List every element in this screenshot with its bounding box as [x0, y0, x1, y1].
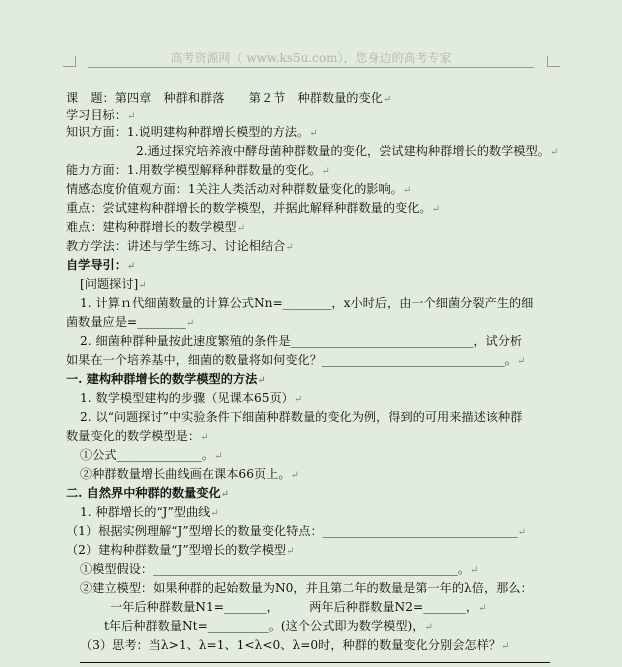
section-2-item-1: 1. 种群增长的“J”型曲线↵: [80, 505, 219, 519]
key-points: 重点：尝试建构种群增长的数学模型，并据此解释种群数量的变化。↵: [66, 201, 441, 215]
section-1-item-2-line-b: 数量变化的数学模型是：↵: [66, 429, 209, 443]
emotion-goal: 情感态度价值观方面：1关注人类活动对种群数量变化的影响。↵: [66, 182, 412, 196]
learning-goals-label: 学习目标：↵: [66, 108, 136, 122]
self-study-heading: 自学导引：↵: [66, 258, 136, 272]
section-2-item-1-2: （2）建构种群数量“J”型增长的数学模型↵: [66, 543, 295, 557]
question-2-line-b: 如果在一个培养基中，细菌的数量将如何变化？______________________________。↵: [66, 353, 526, 367]
formula-blank: ①公式______________。↵: [80, 448, 223, 462]
model-building: ②建立模型：如果种群的起始数量为N0，并且第二年的数量是第一年的λ倍，那么：: [80, 581, 533, 595]
problem-discussion: [问题探讨]↵: [80, 277, 147, 291]
question-2-line-a: 2. 细菌种群种量按此速度繁殖的条件是______________________________，试分析: [80, 334, 523, 348]
page-header: 高考资源网（ www.ks5u.com），您身边的高考专家: [170, 51, 452, 65]
population-nt: t年后种群数量Nt=__________。(这个公式即为数学模型)，↵: [104, 619, 433, 633]
section-1-heading: 一. 建构种群增长的数学模型的方法↵: [66, 372, 266, 386]
section-1-item-2-line-a: 2. 以“问题探讨”中实验条件下细菌种群数量的变化为例，得到的可用来描述该种群: [80, 410, 523, 424]
teaching-method: 教方学法：讲述与学生练习、讨论相结合↵: [66, 239, 294, 253]
difficulty: 难点：建构种群增长的数学模型↵: [66, 220, 246, 234]
model-assumption: ①模型假设：__________________________________________________。↵: [80, 562, 479, 576]
population-n1-n2: 一年后种群数量N1=_______， 两年后种群数量N2=_______，↵: [110, 600, 487, 614]
header-rule: [88, 67, 534, 68]
ability-goal: 能力方面：1.用数学模型解释种群数量的变化。↵: [66, 163, 330, 177]
section-2-item-1-1: （1）根据实例理解“J”型增长的数量变化特点：________________________________↵: [66, 524, 527, 538]
section-1-item-1: 1. 数学模型建构的步骤（见课本65页）↵: [80, 391, 303, 405]
growth-curve-note: ②种群数量增长曲线画在课本66页上。↵: [80, 467, 299, 481]
answer-line: [80, 662, 550, 663]
question-1-line-a: 1. 计算ｎ代细菌数量的计算公式Nn=________，x小时后，由一个细菌分裂产生的细: [80, 296, 534, 310]
knowledge-goal-2: 2.通过探究培养液中酵母菌种群数量的变化，尝试建构种群增长的数学模型。↵: [136, 144, 559, 158]
section-2-heading: 二. 自然界中种群的数量变化↵: [66, 486, 230, 500]
think-question: （3）思考：当λ>1、λ=1、1<λ<0、λ=0时，种群的数量变化分别会怎样？↵: [80, 638, 510, 652]
question-1-line-b: 菌数量应是=________↵: [66, 315, 195, 329]
lesson-title: 课 题：第四章 种群和群落 第２节 种群数量的变化↵: [66, 91, 392, 105]
knowledge-goal-1: 知识方面：1.说明建构种群增长模型的方法。↵: [66, 125, 318, 139]
